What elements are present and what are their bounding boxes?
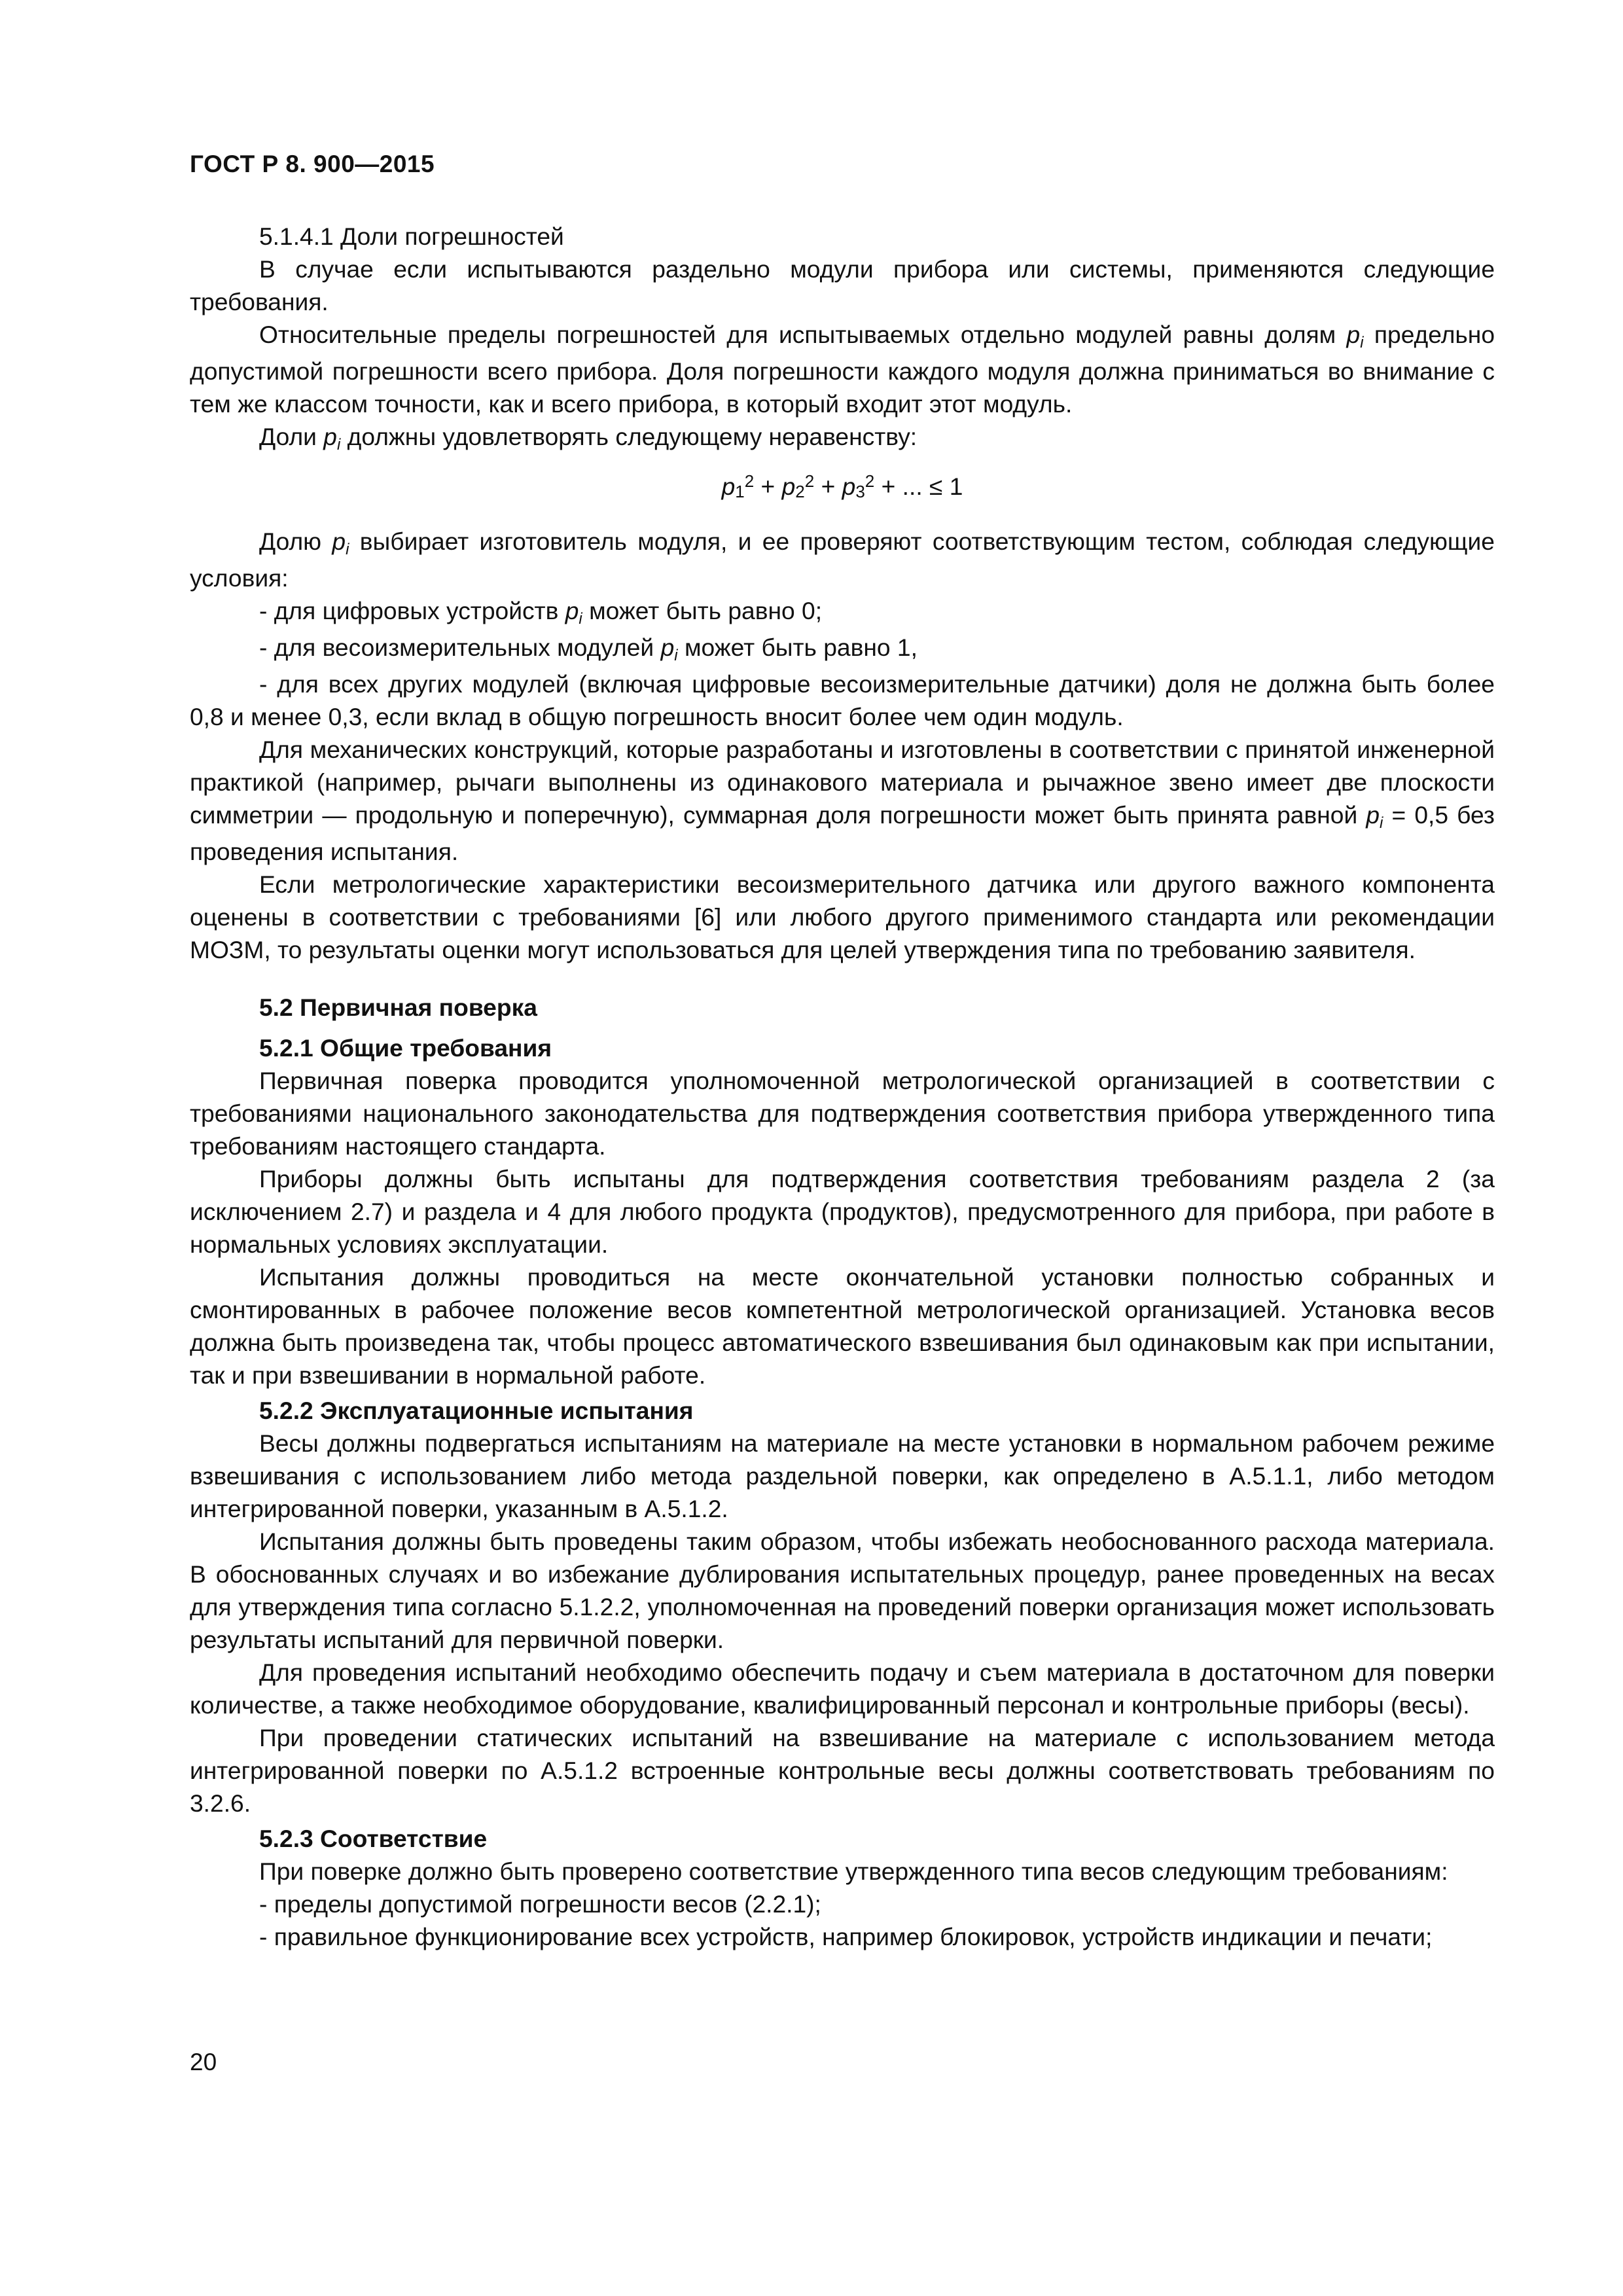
paragraph: Если метрологические характеристики весоизмерительного датчика или другого важного компонента оценены в соответствии с требованиями [6] или любого другого применимого стандарта или рекомендации МОЗМ, то результаты оценки могут использоваться для целей утверждения типа по требованию заявителя. (190, 870, 1495, 963)
paragraph: Для проведения испытаний необходимо обеспечить подачу и съем материала в достаточном для поверки количестве, а также необходимое оборудование, квалифицированный персонал и контрольные приборы (весы). (190, 1659, 1495, 1719)
list-item: - для цифровых устройств $p_i$ может быть равно 0; (259, 597, 823, 628)
subsection-title-5-2-1: 5.2.1 Общие требования (259, 1034, 552, 1062)
paragraph: При поверке должно быть проверено соответствие утвержденного типа весов следующим требованиям: (259, 1857, 1448, 1885)
page-body (190, 220, 1495, 1953)
list-item: - пределы допустимой погрешности весов (2.2.1); (259, 1890, 821, 1918)
paragraph: Испытания должны проводиться на месте окончательной установки полностью собранных и смонтированных в рабочее положение весов компетентной метрологической организацией. Установка весов должна быть произведена так, чтобы процесс автоматического взвешивания был одинаковым как при испытании, так и при взвешивании в нормальной работе. (190, 1263, 1495, 1389)
inequality-formula: $p_1^2 + p_2^2 + p_3^2$ + ... ≤ 1 (721, 471, 963, 501)
list-item: - для всех других модулей (включая цифровые весоизмерительные датчики) доля не должна быть более 0,8 и менее 0,3, если вклад в общую погрешность вносит более чем один модуль. (190, 670, 1495, 730)
variable-pi: $p_i$ (1346, 321, 1364, 351)
paragraph: Относительные пределы погрешностей для испытываемых отдельно модулей равны долям $p_i$ предельно допустимой погрешности всего прибора. Доля погрешности каждого модуля должна приниматься во внимание с тем же классом точности, как и всего прибора, в который входит этот модуль. (190, 321, 1495, 418)
subsection-title-5-1-4-1: 5.1.4.1 Доли погрешностей (259, 223, 564, 250)
variable-pi: $p_i$ (1366, 801, 1383, 832)
variable-pi: $p_i$ (660, 634, 678, 664)
variable-pi: $p_i$ (565, 597, 582, 628)
paragraph: В случае если испытываются раздельно модули прибора или системы, применяются следующие требования. (190, 255, 1495, 315)
list-item: - для весоизмерительных модулей $p_i$ может быть равно 1, (259, 634, 918, 664)
paragraph: При проведении статических испытаний на взвешивание на материале с использованием метода интегрированной поверки по А.5.1.2 встроенные контрольные весы должны соответствовать требованиям по 3.2.6. (190, 1724, 1495, 1817)
section-title-5-2: 5.2 Первичная поверка (259, 994, 537, 1021)
subsection-title-5-2-2: 5.2.2 Эксплуатационные испытания (259, 1397, 694, 1424)
page-number: 20 (190, 2049, 217, 2075)
paragraph: Доли $p_i$ должны удовлетворять следующему неравенству: (259, 423, 918, 454)
paragraph: Для механических конструкций, которые разработаны и изготовлены в соответствии с принятой инженерной практикой (например, рычаги выполнены из одинакового материала и рычажное звено имеет две плоскости симметрии — продольную и поперечную), суммарная доля погрешности может быть принята равной $p_i = 0,5$ без проведения испытания. (190, 736, 1495, 865)
variable-pi: $p_i$ (332, 528, 349, 558)
paragraph: Приборы должны быть испытаны для подтверждения соответствия требованиям раздела 2 (за исключением 2.7) и раздела и 4 для любого продукта (продуктов), предусмотренного для прибора, при работе в нормальных условиях эксплуатации. (190, 1165, 1495, 1258)
paragraph: Испытания должны быть проведены таким образом, чтобы избежать необоснованного расхода материала. В обоснованных случаях и во избежание дублирования испытательных процедур, ранее проведенных на весах для утверждения типа согласно 5.1.2.2, уполномоченная на проведений поверки организация может использовать результаты испытаний для первичной поверки. (190, 1528, 1495, 1653)
subsection-title-5-2-3: 5.2.3 Соответствие (259, 1825, 488, 1852)
list-item: - правильное функционирование всех устройств, например блокировок, устройств индикации и печати; (259, 1923, 1433, 1950)
paragraph: Долю $p_i$ выбирает изготовитель модуля, и ее проверяют соответствующим тестом, соблюдая следующие условия: (190, 528, 1495, 592)
document-code: ГОСТ Р 8. 900—2015 (190, 151, 435, 177)
variable-pi: $p_i$ (323, 423, 341, 454)
paragraph: Первичная поверка проводится уполномоченной метрологической организацией в соответствии с требованиями национального законодательства для подтверждения соответствия прибора утвержденного типа требованиям настоящего стандарта. (190, 1067, 1495, 1160)
paragraph: Весы должны подвергаться испытаниям на материале на месте установки в нормальном рабочем режиме взвешивания с использованием либо метода раздельной поверки, как определено в А.5.1.1, либо методом интегрированной поверки, указанным в А.5.1.2. (190, 1429, 1495, 1522)
